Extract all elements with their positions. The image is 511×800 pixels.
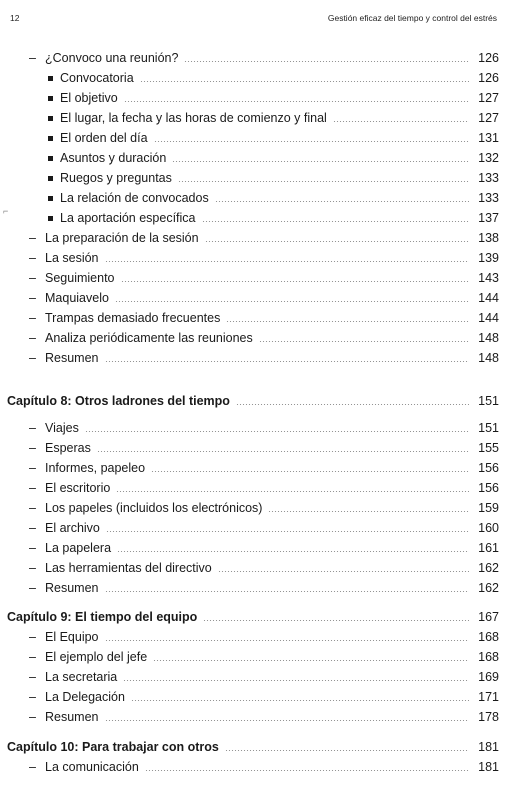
toc-entry-title: Las herramientas del directivo <box>45 561 212 575</box>
dot-leader <box>97 451 469 452</box>
dash-marker: – <box>29 561 36 575</box>
toc-page-number: 181 <box>478 760 499 774</box>
dot-leader <box>153 660 469 661</box>
toc-entry-lead <box>29 688 475 706</box>
toc-entry-lead <box>29 579 475 597</box>
toc-chapter <box>0 738 511 756</box>
dot-leader <box>105 591 470 592</box>
toc-page-number: 132 <box>478 151 499 165</box>
square-bullet-icon <box>48 176 53 181</box>
dash-marker: – <box>29 231 36 245</box>
toc-page-number: 151 <box>478 394 499 408</box>
toc-entry <box>0 479 511 497</box>
dash-marker: – <box>29 501 36 515</box>
toc-entry-lead <box>29 479 475 497</box>
toc-entry-title: La comunicación <box>45 760 139 774</box>
toc-entry <box>0 329 511 347</box>
square-bullet-icon <box>48 196 53 201</box>
toc-entry <box>0 539 511 557</box>
toc-entry <box>0 668 511 686</box>
toc-entry-lead <box>29 349 475 367</box>
square-bullet-icon <box>48 136 53 141</box>
dash-marker: – <box>29 291 36 305</box>
square-bullet-icon <box>48 76 53 81</box>
dash-marker: – <box>29 760 36 774</box>
toc-entry-title: Trampas demasiado frecuentes <box>45 311 221 325</box>
margin-mark: ⌐ <box>3 206 9 216</box>
dash-marker: – <box>29 331 36 345</box>
toc-entry-title: Capítulo 10: Para trabajar con otros <box>7 740 219 754</box>
toc-entry-title: El escritorio <box>45 481 111 495</box>
dash-marker: – <box>29 441 36 455</box>
toc-page-number: 126 <box>478 51 499 65</box>
dot-leader <box>268 511 469 512</box>
dot-leader <box>178 181 469 182</box>
dash-marker: – <box>29 670 36 684</box>
dot-leader <box>121 281 470 282</box>
toc-chapter <box>0 392 511 410</box>
dot-leader <box>116 491 469 492</box>
toc-entry-title: El orden del día <box>60 131 148 145</box>
toc-entry <box>0 109 511 127</box>
running-title: Gestión eficaz del tiempo y control del estrés <box>327 13 497 23</box>
dash-marker: – <box>29 541 36 555</box>
toc-entry-title: El ejemplo del jefe <box>45 650 148 664</box>
dot-leader <box>151 471 469 472</box>
toc-entry-title: Seguimiento <box>45 271 115 285</box>
dot-leader <box>203 620 469 621</box>
toc-entry-lead <box>48 129 475 147</box>
toc-entry <box>0 758 511 776</box>
dot-leader <box>215 201 469 202</box>
toc-entry-title: Ruegos y preguntas <box>60 171 172 185</box>
toc-page-number: 156 <box>478 461 499 475</box>
dash-marker: – <box>29 461 36 475</box>
toc-page-number: 155 <box>478 441 499 455</box>
dash-marker: – <box>29 351 36 365</box>
toc-entry-title: El archivo <box>45 521 100 535</box>
toc-entry-title: La papelera <box>45 541 112 555</box>
toc-entry <box>0 69 511 87</box>
toc-page-number: 171 <box>478 690 499 704</box>
toc-entry <box>0 559 511 577</box>
toc-entry <box>0 189 511 207</box>
toc-entry <box>0 209 511 227</box>
toc-entry <box>0 169 511 187</box>
toc-page-number: 148 <box>478 351 499 365</box>
dash-marker: – <box>29 630 36 644</box>
toc-entry <box>0 419 511 437</box>
dash-marker: – <box>29 251 36 265</box>
dot-leader <box>105 720 470 721</box>
toc-page-number: 159 <box>478 501 499 515</box>
toc-entry <box>0 149 511 167</box>
toc-page-number: 178 <box>478 710 499 724</box>
toc-entry <box>0 519 511 537</box>
toc-entry <box>0 349 511 367</box>
square-bullet-icon <box>48 216 53 221</box>
toc-entry-title: Resumen <box>45 351 99 365</box>
toc-page-number: 143 <box>478 271 499 285</box>
dot-leader <box>154 141 469 142</box>
square-bullet-icon <box>48 116 53 121</box>
toc-page-number: 167 <box>478 610 499 624</box>
toc-entry-lead <box>7 392 475 410</box>
toc-entry <box>0 49 511 67</box>
toc-entry-lead <box>48 69 475 87</box>
dash-marker: – <box>29 481 36 495</box>
toc-page-number: 144 <box>478 291 499 305</box>
toc-entry-lead <box>29 229 475 247</box>
dot-leader <box>85 431 469 432</box>
toc-entry-title: El objetivo <box>60 91 118 105</box>
toc-entry-title: Maquiavelo <box>45 291 109 305</box>
toc-entry <box>0 628 511 646</box>
dash-marker: – <box>29 710 36 724</box>
toc-page-number: 133 <box>478 171 499 185</box>
toc-entry <box>0 289 511 307</box>
toc-entry <box>0 499 511 517</box>
toc-page-number: 137 <box>478 211 499 225</box>
toc-entry-title: La aportación específica <box>60 211 196 225</box>
toc-page-number: 181 <box>478 740 499 754</box>
square-bullet-icon <box>48 96 53 101</box>
toc-page-number: 168 <box>478 630 499 644</box>
toc-entry-title: Asuntos y duración <box>60 151 167 165</box>
toc-entry <box>0 439 511 457</box>
toc-entry-title: El lugar, la fecha y las horas de comienzo y final <box>60 111 327 125</box>
toc-page-number: 148 <box>478 331 499 345</box>
toc-entry-lead <box>29 249 475 267</box>
dot-leader <box>184 61 469 62</box>
toc-entry-title: La Delegación <box>45 690 125 704</box>
toc-entry <box>0 269 511 287</box>
toc-entry <box>0 309 511 327</box>
dot-leader <box>117 551 469 552</box>
toc-entry <box>0 249 511 267</box>
dash-marker: – <box>29 581 36 595</box>
toc-entry-lead <box>29 519 475 537</box>
toc-entry-lead <box>48 189 475 207</box>
toc-entry-title: La sesión <box>45 251 99 265</box>
dot-leader <box>115 301 469 302</box>
toc-page-number: 151 <box>478 421 499 435</box>
dash-marker: – <box>29 421 36 435</box>
toc-entry-title: Convocatoria <box>60 71 134 85</box>
toc-page-number: 161 <box>478 541 499 555</box>
toc-entry-title: Viajes <box>45 421 79 435</box>
dot-leader <box>202 221 469 222</box>
toc-entry-lead <box>48 89 475 107</box>
dot-leader <box>225 750 469 751</box>
toc-page-number: 162 <box>478 581 499 595</box>
toc-page-number: 139 <box>478 251 499 265</box>
toc-entry-lead <box>29 539 475 557</box>
dot-leader <box>140 81 469 82</box>
toc-page-number: 127 <box>478 91 499 105</box>
toc-entry-title: La relación de convocados <box>60 191 209 205</box>
toc-entry-lead <box>29 269 475 287</box>
square-bullet-icon <box>48 156 53 161</box>
toc-entry-lead <box>29 758 475 776</box>
toc-entry-title: ¿Convoco una reunión? <box>45 51 179 65</box>
toc-page-number: 162 <box>478 561 499 575</box>
toc-entry-title: La secretaria <box>45 670 118 684</box>
toc-entry-lead <box>29 499 475 517</box>
dash-marker: – <box>29 271 36 285</box>
toc-page-number: 126 <box>478 71 499 85</box>
toc-entry-title: La preparación de la sesión <box>45 231 199 245</box>
toc-entry-title: Esperas <box>45 441 91 455</box>
toc-entry-lead <box>29 309 475 327</box>
toc-entry-lead <box>48 209 475 227</box>
toc-page-number: 133 <box>478 191 499 205</box>
toc-entry-title: El Equipo <box>45 630 99 644</box>
dash-marker: – <box>29 650 36 664</box>
dash-marker: – <box>29 51 36 65</box>
dot-leader <box>218 571 469 572</box>
toc-entry-lead <box>29 559 475 577</box>
toc-entry <box>0 89 511 107</box>
toc-entry-lead <box>48 169 475 187</box>
toc-chapter <box>0 608 511 626</box>
toc-entry-lead <box>48 109 475 127</box>
toc-entry-title: Capítulo 8: Otros ladrones del tiempo <box>7 394 230 408</box>
toc-entry-title: Capítulo 9: El tiempo del equipo <box>7 610 198 624</box>
dot-leader <box>123 680 469 681</box>
dot-leader <box>105 640 469 641</box>
toc-entry <box>0 648 511 666</box>
dot-leader <box>236 404 469 405</box>
toc-entry-title: Resumen <box>45 710 99 724</box>
toc-entry <box>0 579 511 597</box>
toc-entry-title: Informes, papeleo <box>45 461 146 475</box>
page-number: 12 <box>10 13 20 23</box>
toc-entry-title: Analiza periódicamente las reuniones <box>45 331 253 345</box>
dot-leader <box>145 770 469 771</box>
toc-entry <box>0 229 511 247</box>
toc-page-number: 144 <box>478 311 499 325</box>
toc-entry-lead <box>29 708 475 726</box>
toc-page-number: 168 <box>478 650 499 664</box>
toc-entry-lead <box>29 49 475 67</box>
toc-entry-lead <box>29 628 475 646</box>
toc-entry-lead <box>29 289 475 307</box>
dash-marker: – <box>29 690 36 704</box>
dot-leader <box>172 161 469 162</box>
dash-marker: – <box>29 311 36 325</box>
dot-leader <box>205 241 469 242</box>
dot-leader <box>106 531 469 532</box>
toc-entry-lead <box>29 419 475 437</box>
toc-entry <box>0 688 511 706</box>
toc-page-number: 131 <box>478 131 499 145</box>
dash-marker: – <box>29 521 36 535</box>
toc-entry <box>0 129 511 147</box>
toc-page-number: 138 <box>478 231 499 245</box>
toc-page-number: 169 <box>478 670 499 684</box>
toc-page-number: 156 <box>478 481 499 495</box>
dot-leader <box>124 101 469 102</box>
toc-entry-lead <box>29 329 475 347</box>
toc-entry-lead <box>29 459 475 477</box>
toc-entry-lead <box>48 149 475 167</box>
toc-entry <box>0 708 511 726</box>
dot-leader <box>226 321 469 322</box>
dot-leader <box>131 700 469 701</box>
dot-leader <box>105 261 469 262</box>
dot-leader <box>105 361 470 362</box>
toc-entry-lead <box>29 668 475 686</box>
dot-leader <box>259 341 469 342</box>
dot-leader <box>333 121 469 122</box>
toc-entry-lead <box>29 439 475 457</box>
toc-entry-lead <box>29 648 475 666</box>
toc-entry-lead <box>7 608 475 626</box>
toc-entry-title: Los papeles (incluidos los electrónicos) <box>45 501 263 515</box>
toc-entry-lead <box>7 738 475 756</box>
toc-entry-title: Resumen <box>45 581 99 595</box>
toc-page-number: 127 <box>478 111 499 125</box>
toc-entry <box>0 459 511 477</box>
toc-page-number: 160 <box>478 521 499 535</box>
running-header <box>10 12 497 24</box>
